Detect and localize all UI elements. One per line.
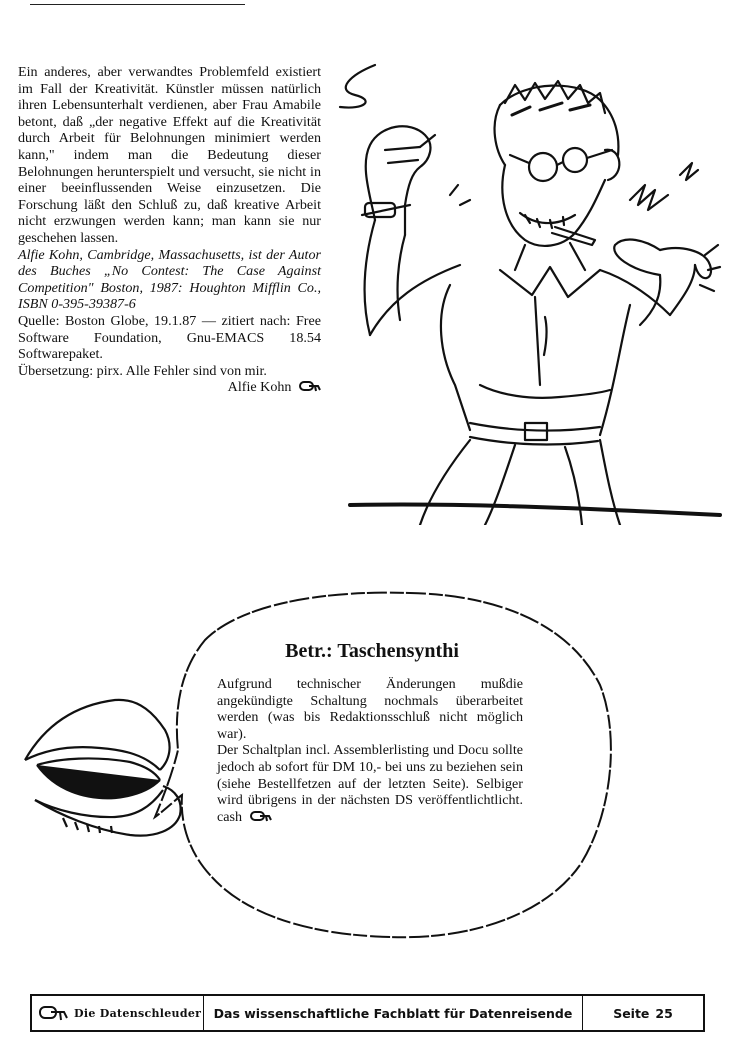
footer-tagline: Das wissenschaftliche Fachblatt für Datenreisende xyxy=(204,996,583,1030)
article-paragraph: Ein anderes, aber verwandtes Problemfeld existiert im Fall der Kreativität. Künstler müssen natürlich ihren Lebensunterhalt verdienen, aber Frau Amabile betont, daß „der negative Effekt auf die Kreativität durch Arbeit für Belohnungen minimiert werden kann," indem man die Bedeutung dieser Belohnungen herunterspielt und versucht, sie nicht in einer beeinflussenden Weise einzusetzen. Die Forschung läßt den Schluß zu, daß kreative Arbeit nicht erzwungen werden kann; man kann sie nur geschehen lassen. xyxy=(18,64,321,246)
translation-note: Übersetzung: pirx. Alle Fehler sind von mir. xyxy=(18,362,267,379)
notice-paragraph xyxy=(217,742,523,825)
article-column xyxy=(18,64,321,396)
signature: Alfie Kohn xyxy=(227,379,292,396)
page-label: Seite xyxy=(613,1005,650,1021)
page-footer xyxy=(30,994,705,1032)
signature-line xyxy=(18,379,321,396)
chaos-knot-icon xyxy=(250,810,272,822)
masthead-name: Die Datenschleuder xyxy=(74,1006,202,1020)
page-number: 25 xyxy=(655,1005,673,1021)
footer-masthead xyxy=(32,996,204,1030)
source-note: Quelle: Boston Globe, 19.1.87 — zitiert nach: Free Software Foundation, Gnu-EMACS 18.54 Softwarepaket. xyxy=(18,312,321,363)
mouth-illustration xyxy=(15,690,195,850)
notice-paragraph: Aufgrund technischer Änderungen mußdie angekündigte Schaltung nochmals überarbeitet werden (was bis Redaktionsschluß nicht möglich war). xyxy=(217,676,523,742)
footer-page xyxy=(583,1006,703,1021)
chaos-knot-icon xyxy=(38,1003,70,1023)
notice-paragraph-text: Der Schaltplan incl. Assemblerlisting und Docu sollte jedoch ab sofort für DM 10,- bei uns zu beziehen sein (siehe Bestellfetzen auf der letzten Seite). Selbiger wird übrigens in der nächsten DS veröffentlichtlicht. cash xyxy=(217,742,523,825)
notice-title: Betr.: Taschensynthi xyxy=(285,640,459,662)
top-rule xyxy=(30,4,245,5)
frustrated-man-illustration xyxy=(300,55,730,525)
notice-body xyxy=(217,676,523,825)
author-credit: Alfie Kohn, Cambridge, Massachusetts, ist der Autor des Buches „No Contest: The Case Against Competition" Boston, 1987: Houghton Mifflin Co., ISBN 0-395-39387-6 xyxy=(18,246,321,313)
